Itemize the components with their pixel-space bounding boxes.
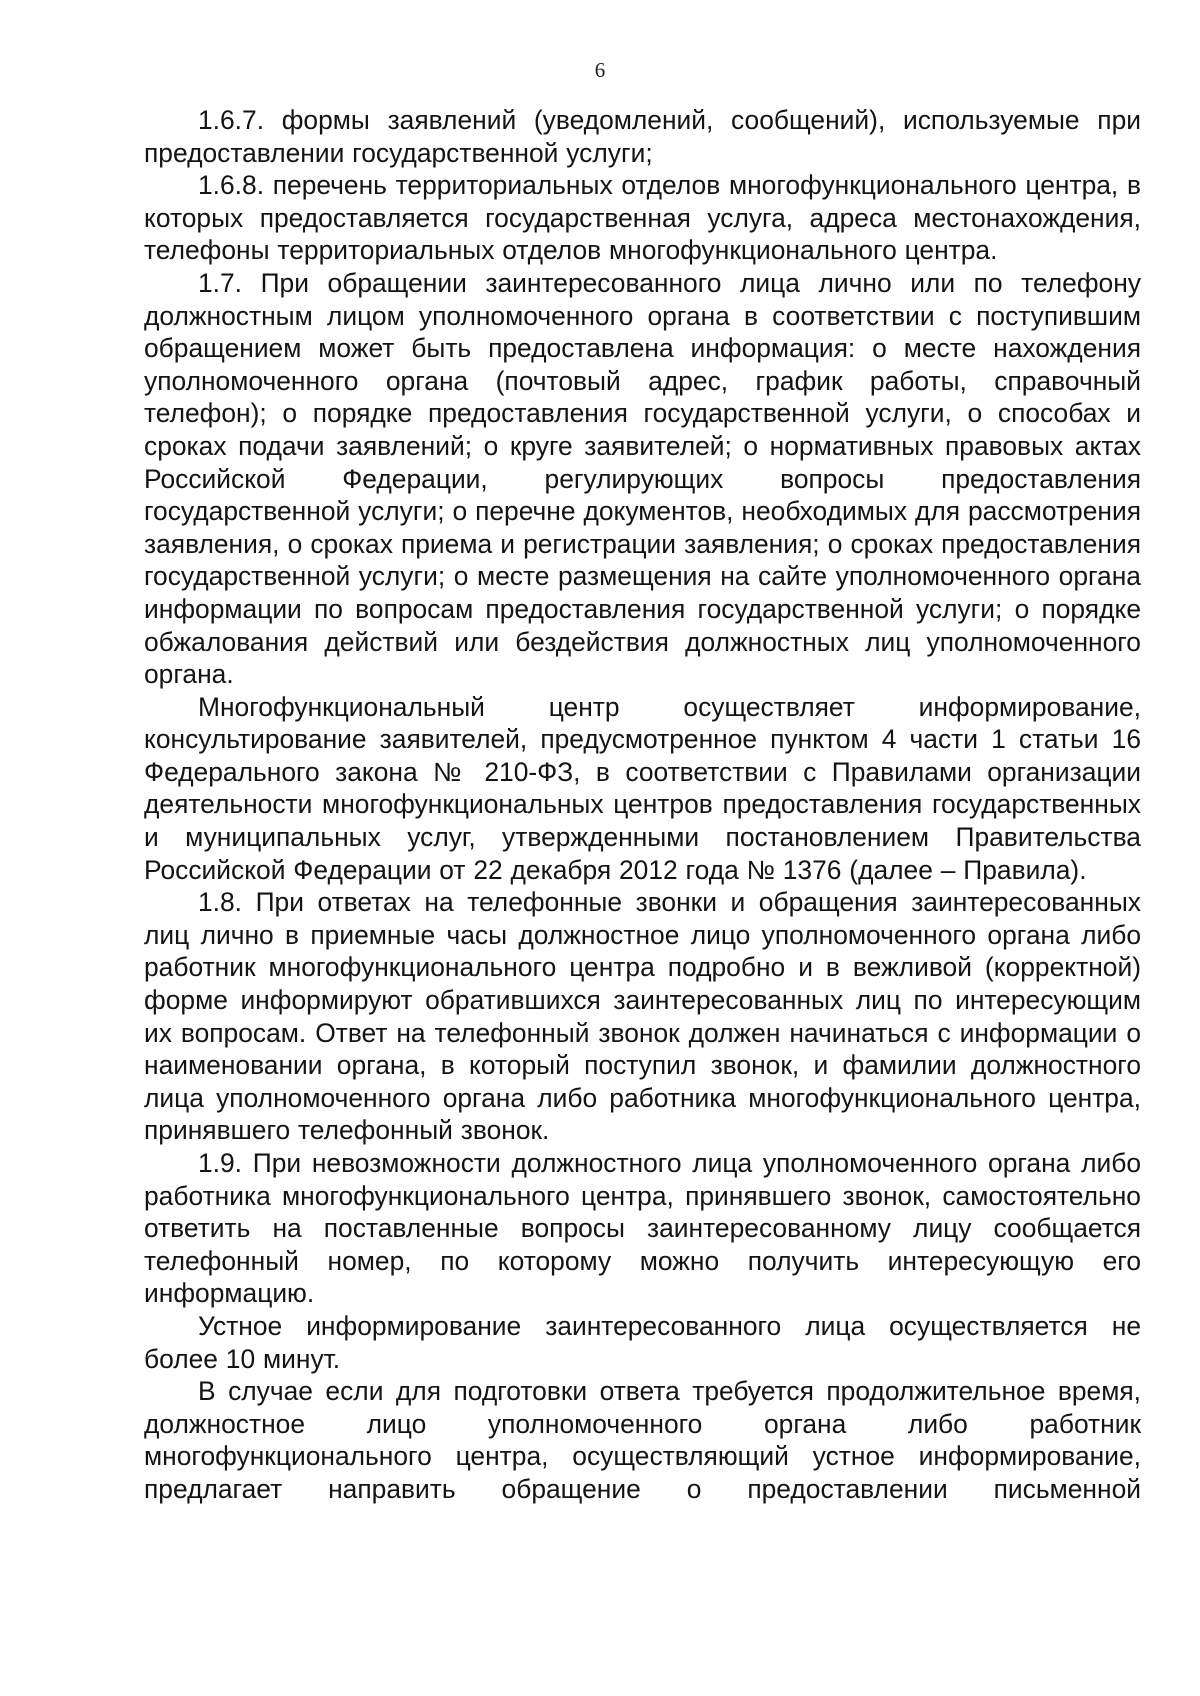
document-body [144, 104, 1141, 1506]
paragraph-written-request: В случае если для подготовки ответа требуется продолжительное время, должностное лицо уполномоченного органа либо работник многофункционального центра, осуществляющий устное информирование, предлагает направить обращение о предоставлении письменной [144, 1376, 1141, 1504]
paragraph-1-6-7: 1.6.7. формы заявлений (уведомлений, сообщений), используемые при предоставлении государственной услуги; [144, 105, 1141, 168]
paragraph-oral-duration: Устное информирование заинтересованного лица осуществляется не более 10 минут. [144, 1310, 1141, 1374]
paragraph-1-8: 1.8. При ответах на телефонные звонки и обращения заинтересованных лиц лично в приемные часы должностное лицо уполномоченного органа либо работник многофункционального центра подробно и в вежливой (корректной) форме информируют обратившихся заинтересованных лиц по интересующим их вопросам. Ответ на телефонный звонок должен начинаться с информации о наименовании органа, в который поступил звонок, и фамилии должностного лица уполномоченного органа либо работника многофункционального центра, принявшего телефонный звонок. [144, 887, 1141, 1146]
paragraph-mfc-informing: Многофункциональный центр осуществляет информирование, консультирование заявителей, предусмотренное пунктом 4 части 1 статьи 16 Федерального закона № 210-ФЗ, в соответствии с Правилами организации деятельности многофункциональных центров предоставления государственных и муниципальных услуг, утвержденными постановлением Правительства Российской Федерации от 22 декабря 2012 года № 1376 (далее – Правила). [144, 691, 1141, 885]
paragraph-1-7: 1.7. При обращении заинтересованного лица лично или по телефону должностным лицом уполномоченного органа в соответствии с поступившим обращением может быть предоставлена информация: о месте нахождения уполномоченного органа (почтовый адрес, график работы, справочный телефон); о порядке предоставления государственной услуги, о способах и сроках подачи заявлений; о круге заявителей; о нормативных правовых актах Российской Федерации, регулирующих вопросы предоставления государственной услуги; о перечне документов, необходимых для рассмотрения заявления, о сроках приема и регистрации заявления; о сроках предоставления государственной услуги; о месте размещения на сайте уполномоченного органа информации по вопросам предоставления государственной услуги; о порядке обжалования действий или бездействия должностных лиц уполномоченного органа. [144, 267, 1141, 690]
paragraph-1-9: 1.9. При невозможности должностного лица уполномоченного органа либо работника многофункционального центра, принявшего звонок, самостоятельно ответить на поставленные вопросы заинтересованному лицу сообщается телефонный номер, по которому можно получить интересующую его информацию. [144, 1148, 1141, 1309]
paragraph-1-6-8: 1.6.8. перечень территориальных отделов многофункционального центра, в которых предоставляется государственная услуга, адреса местонахождения, телефоны территориальных отделов многофункционального центра. [144, 170, 1141, 266]
page-number: 6 [594, 58, 606, 82]
